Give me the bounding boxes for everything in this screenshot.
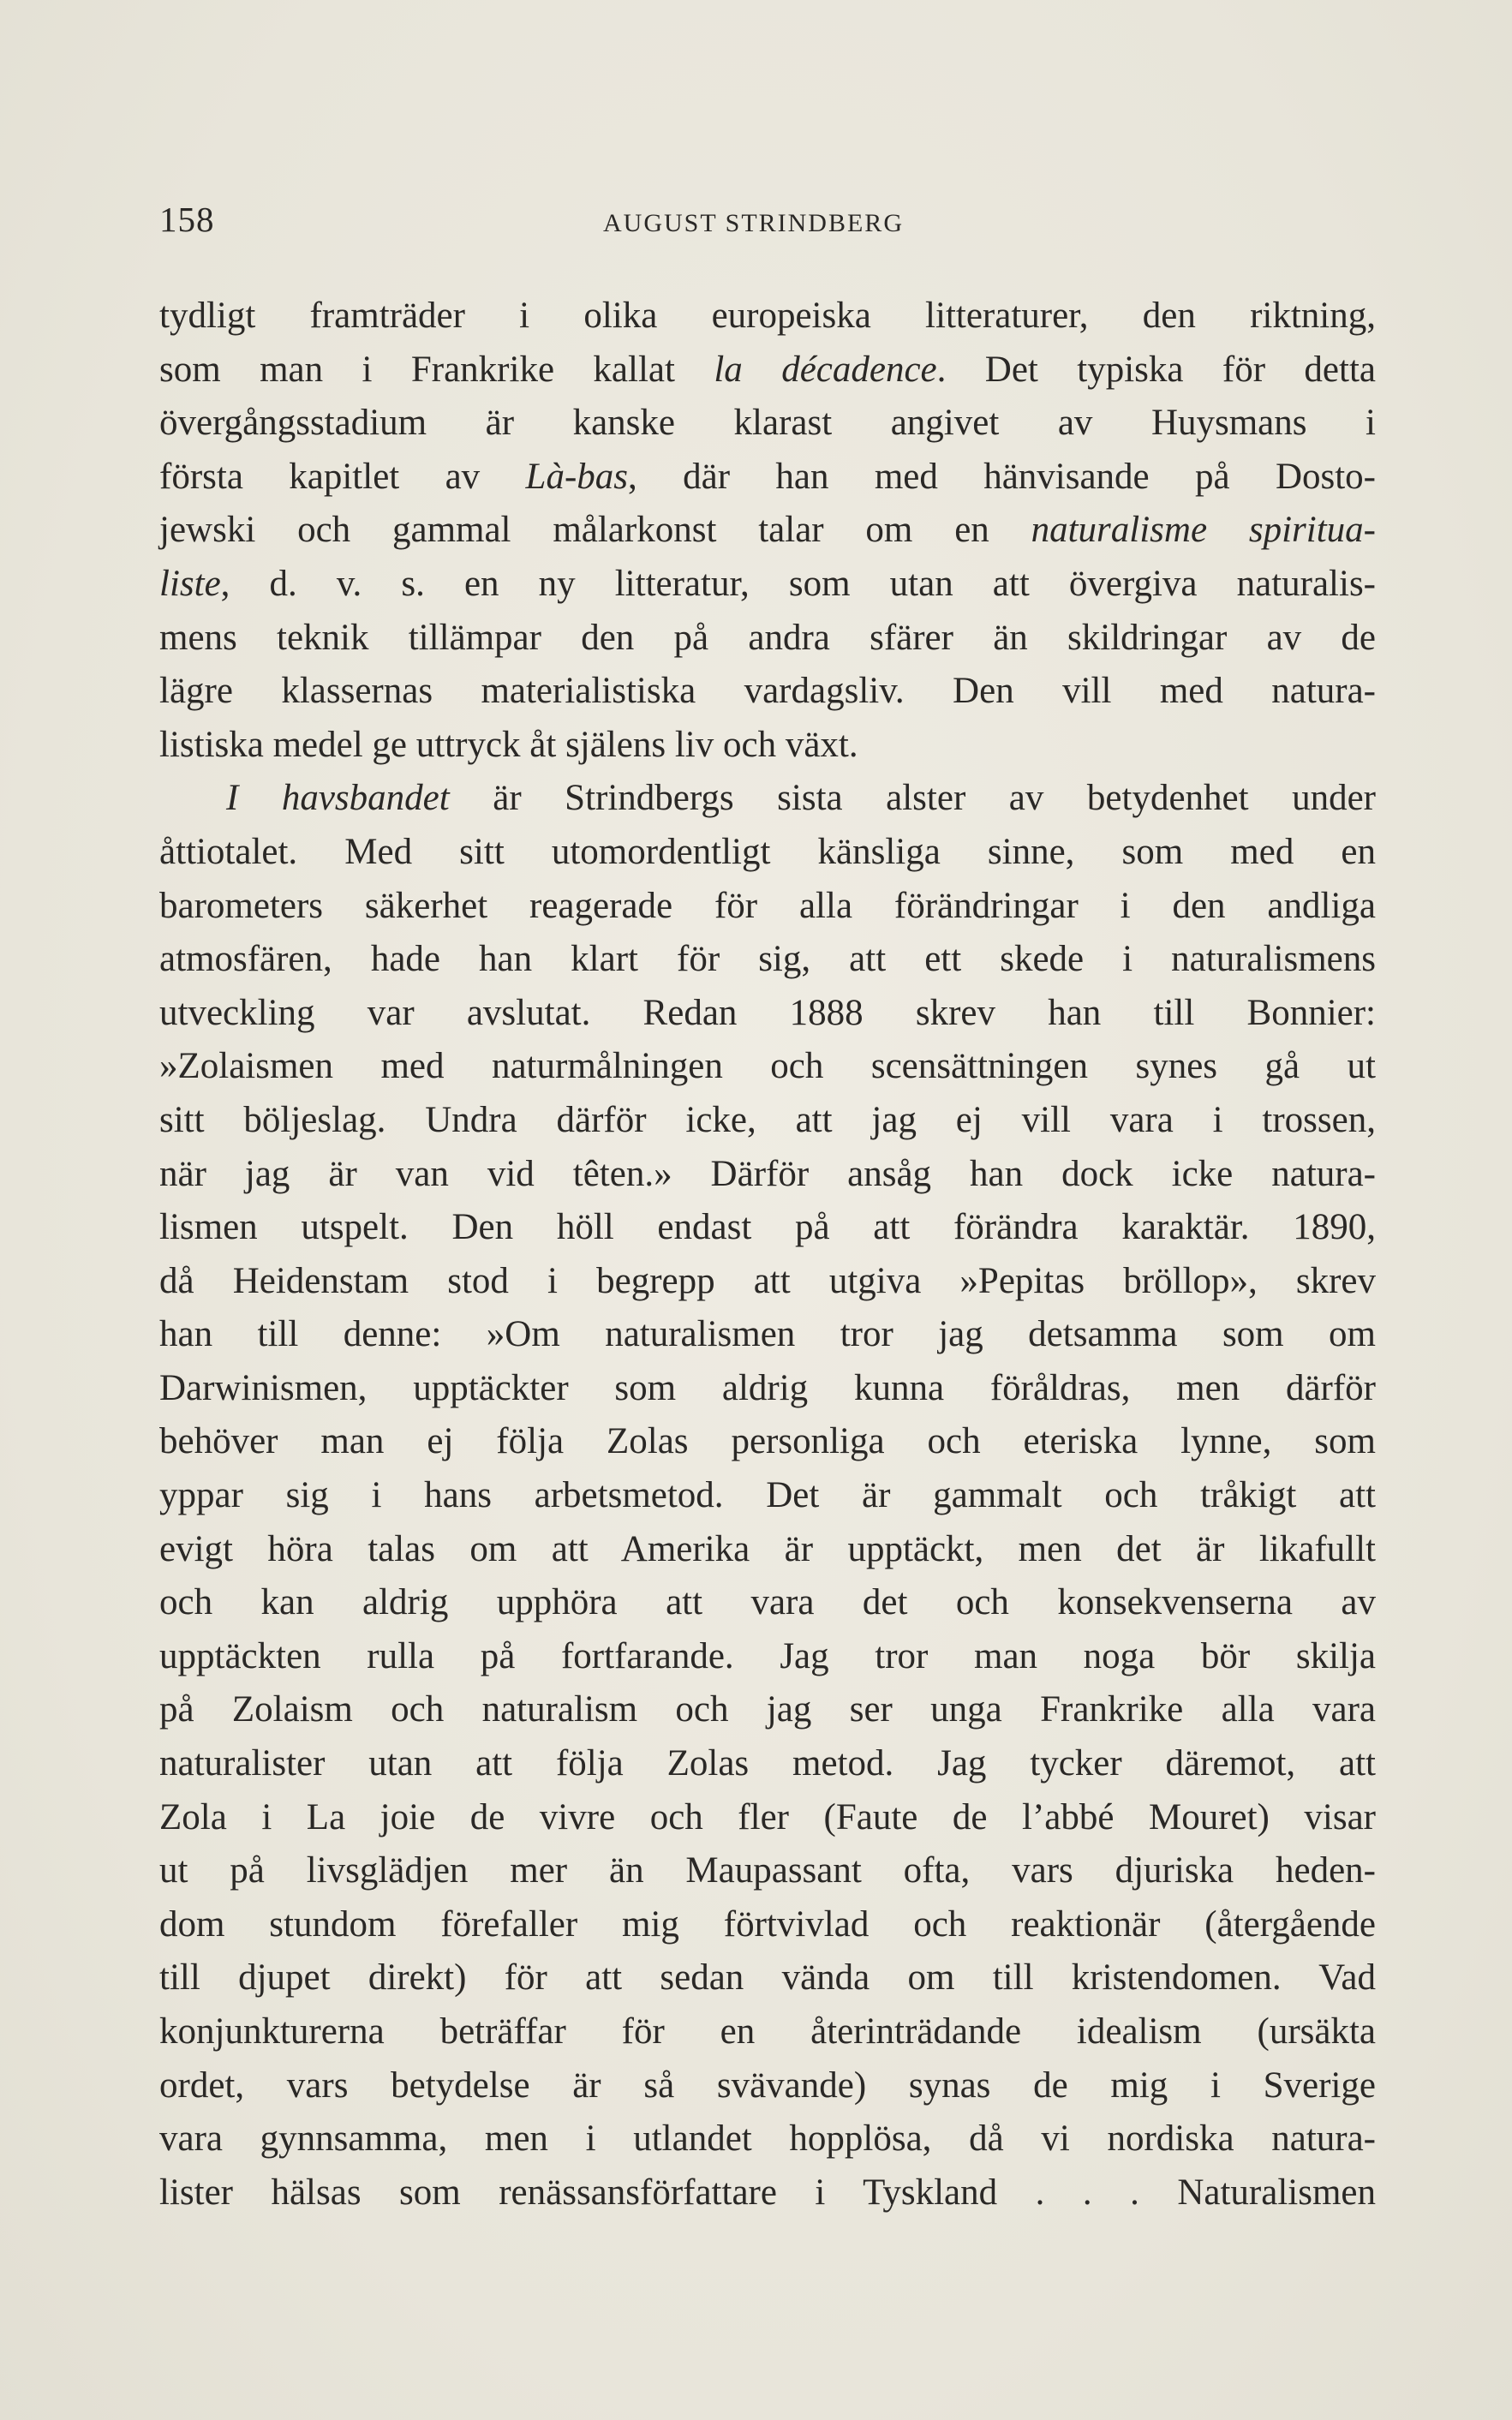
text-line [159,880,1376,934]
text-segment: och kan aldrig upphöra att vara det och konsekvenserna av [159,1582,1376,1623]
text-line [159,1898,1376,1952]
text-segment: mens teknik tillämpar den på andra sfärer än skildringar av de [159,617,1376,658]
text-line [159,1523,1376,1577]
text-segment: Darwinismen, upptäckter som aldrig kunna föråldras, men därför [159,1367,1376,1408]
text-segment: dom stundom förefaller mig förtvivlad och reaktionär (återgående [159,1903,1376,1945]
text-segment: listiska medel ge uttryck åt själens liv och växt. [159,724,858,765]
text-segment: när jag är van vid têten.» Därför ansåg han dock icke natura- [159,1153,1376,1194]
text-segment: . Det typiska för detta [936,349,1376,390]
text-line [159,719,1376,773]
text-segment: åttiotalet. Med sitt utomordentligt känsliga sinne, som med en [159,831,1376,872]
text-line [159,1630,1376,1684]
text-segment: första kapitlet av [159,456,526,497]
italic-title: la décadence [714,349,937,390]
text-line [159,1791,1376,1845]
text-line [159,2005,1376,2059]
italic-title: liste [159,563,221,604]
text-segment: ut på livsglädjen mer än Maupassant ofta, vars djuriska heden- [159,1850,1376,1891]
text-segment: på Zolaism och naturalism och jag ser unga Frankrike alla vara [159,1689,1376,1730]
text-line [159,1148,1376,1202]
text-line [159,504,1376,558]
text-line [159,1308,1376,1362]
text-line [159,1201,1376,1255]
text-line [159,344,1376,397]
text-segment: är Strindbergs sista alster av betydenhet under [449,778,1376,819]
text-segment: övergångsstadium är kanske klarast angivet av Huysmans i [159,403,1376,444]
text-segment: naturalister utan att följa Zolas metod. Jag tycker däremot, att [159,1743,1376,1784]
text-line [159,1255,1376,1309]
text-segment: han till denne: »Om naturalismen tror jag detsamma som om [159,1314,1376,1355]
text-segment: evigt höra talas om att Amerika är upptäckt, men det är likafullt [159,1528,1376,1569]
text-line [159,1951,1376,2005]
text-segment: atmosfären, hade han klart för sig, att ett skede i naturalismens [159,939,1376,980]
text-segment: lister hälsas som renässansförfattare i Tyskland . . . Naturalismen [159,2172,1376,2213]
italic-title: Là-bas [525,456,628,497]
text-line [159,1844,1376,1898]
italic-title: I havsbandet [226,778,450,819]
text-line [159,1737,1376,1791]
text-segment: utveckling var avslutat. Redan 1888 skrev han till Bonnier: [159,992,1376,1033]
text-line [159,290,1376,344]
running-title: AUGUST STRINDBERG [603,209,904,237]
text-line [159,987,1376,1041]
text-segment: yppar sig i hans arbetsmetod. Det är gammalt och tråkigt att [159,1475,1376,1516]
text-line [159,451,1376,505]
text-line [159,1469,1376,1523]
text-line [159,933,1376,987]
text-segment: , d. v. s. en ny litteratur, som utan att övergiva naturalis- [220,563,1376,604]
text-line [159,2059,1376,2113]
text-segment: till djupet direkt) för att sedan vända om till kristendomen. Vad [159,1957,1376,1999]
body-text [159,290,1376,2220]
text-segment: konjunkturerna beträffar för en återinträdande idealism (ursäkta [159,2011,1376,2052]
text-segment: Zola i La joie de vivre och fler (Faute de l’abbé Mouret) visar [159,1796,1376,1837]
text-line [159,826,1376,880]
text-line [159,1683,1376,1737]
text-line [159,1040,1376,1094]
text-line [159,2112,1376,2166]
text-segment: lismen utspelt. Den höll endast på att förändra karaktär. 1890, [159,1207,1376,1248]
italic-title: naturalisme spiritua- [1031,510,1377,551]
text-segment: »Zolaismen med naturmålningen och scensättningen synes gå ut [159,1046,1376,1087]
text-line [159,2166,1376,2220]
text-line [159,772,1376,826]
text-line [159,1415,1376,1469]
text-segment: sitt böljeslag. Undra därför icke, att jag ej vill vara i trossen, [159,1099,1376,1140]
text-segment: som man i Frankrike kallat [159,349,714,390]
text-line [159,558,1376,612]
text-segment: då Heidenstam stod i begrepp att utgiva »Pepitas bröllop», skrev [159,1260,1376,1301]
text-segment: vara gynnsamma, men i utlandet hopplösa, då vi nordiska natura- [159,2118,1376,2160]
text-line [159,1362,1376,1416]
text-segment: jewski och gammal målarkonst talar om en [159,510,1031,551]
text-segment: upptäckten rulla på fortfarande. Jag tror man noga bör skilja [159,1635,1376,1676]
text-segment: ordet, vars betydelse är så svävande) synas de mig i Sverige [159,2064,1376,2106]
running-head [159,199,1376,250]
text-line [159,397,1376,451]
text-line [159,1576,1376,1630]
text-segment: barometers säkerhet reagerade för alla förändringar i den andliga [159,885,1376,926]
text-segment: tydligt framträder i olika europeiska litteraturer, den riktning, [159,296,1376,336]
text-line [159,612,1376,666]
text-line [159,1094,1376,1148]
text-segment: behöver man ej följa Zolas personliga och eteriska lynne, som [159,1421,1376,1462]
text-line [159,665,1376,719]
text-segment: , där han med hänvisande på Dosto- [628,456,1376,497]
page-number: 158 [159,200,215,239]
text-segment: lägre klassernas materialistiska vardagsliv. Den vill med natura- [159,671,1376,712]
